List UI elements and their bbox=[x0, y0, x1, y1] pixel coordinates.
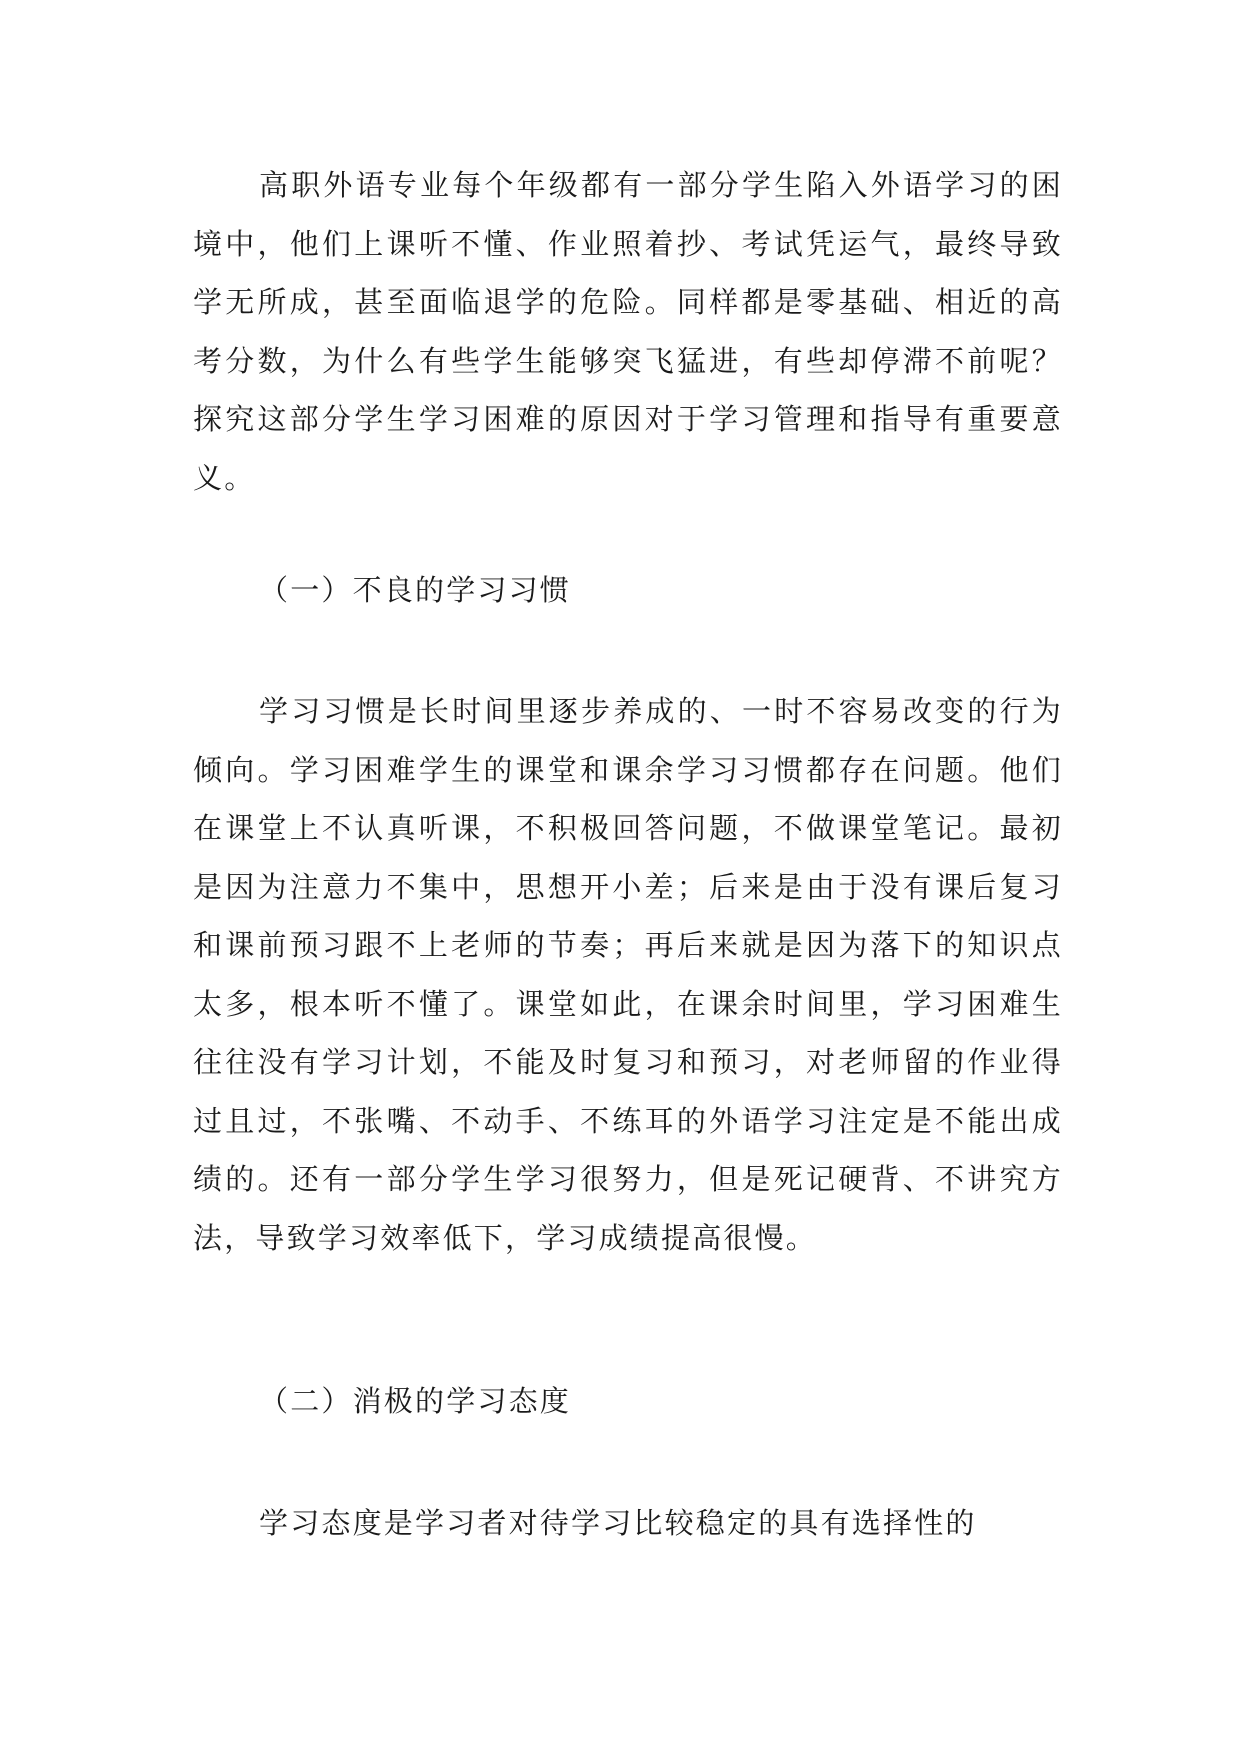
section-heading-attitude: （二）消极的学习态度 bbox=[259, 1384, 572, 1418]
attitude-paragraph: 学习态度是学习者对待学习比较稳定的具有选择性的 bbox=[259, 1506, 977, 1540]
intro-paragraph: 高职外语专业每个年级都有一部分学生陷入外语学习的困境中，他们上课听不懂、作业照着抄、考试凭运气，最终导致学无所成，甚至面临退学的危险。同样都是零基础、相近的高考分数，为什么有些学生能够突飞猛进，有些却停滞不前呢？探究这部分学生学习困难的原因对于学习管理和指导有重要意义。 bbox=[193, 168, 1063, 495]
habits-paragraph: 学习习惯是长时间里逐步养成的、一时不容易改变的行为倾向。学习困难学生的课堂和课余学习习惯都存在问题。他们在课堂上不认真听课，不积极回答问题，不做课堂笔记。最初是因为注意力不集中，思想开小差；后来是由于没有课后复习和课前预习跟不上老师的节奏；再后来就是因为落下的知识点太多，根本听不懂了。课堂如此，在课余时间里，学习困难生往往没有学习计划，不能及时复习和预习，对老师留的作业得过且过，不张嘴、不动手、不练耳的外语学习注定是不能出成绩的。还有一部分学生学习很努力，但是死记硬背、不讲究方法，导致学习效率低下，学习成绩提高很慢。 bbox=[193, 694, 1063, 1255]
section-heading-habits: （一）不良的学习习惯 bbox=[259, 573, 572, 607]
